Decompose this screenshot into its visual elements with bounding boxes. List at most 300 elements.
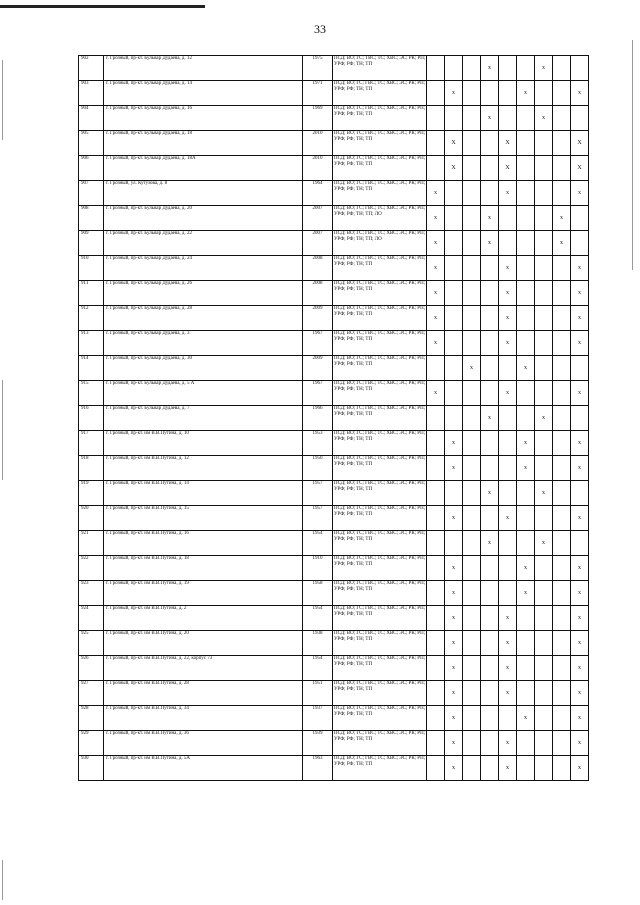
work-codes-cell: ПСД; ВО; ГС; ГВС; ТС; ХВС; ЭС; РК; РП; УРФ; РФ; ТН; ТП (333, 431, 427, 456)
mark-cell (535, 156, 553, 181)
mark-cell: x (517, 456, 535, 481)
year-cell: 1975 (303, 56, 333, 81)
mark-cell: x (535, 106, 553, 131)
mark-cell (535, 206, 553, 231)
mark-cell: X (571, 156, 589, 181)
mark-cell (463, 156, 481, 181)
mark-cell (517, 281, 535, 306)
mark-cell: x (481, 406, 499, 431)
mark-cell: x (517, 581, 535, 606)
table-row (79, 581, 589, 606)
mark-cell (427, 606, 445, 631)
mark-cell (499, 56, 517, 81)
mark-cell (517, 681, 535, 706)
mark-cell (535, 356, 553, 381)
mark-cell (463, 131, 481, 156)
mark-cell (463, 381, 481, 406)
mark-cell (553, 406, 571, 431)
table-row (79, 206, 589, 231)
mark-cell: x (571, 756, 589, 781)
mark-cell (553, 581, 571, 606)
mark-cell (481, 131, 499, 156)
year-cell: 1963 (303, 756, 333, 781)
mark-cell: x (499, 181, 517, 206)
year-cell: 1964 (303, 181, 333, 206)
row-number: 918 (79, 456, 104, 481)
mark-cell (535, 431, 553, 456)
row-number: 902 (79, 56, 104, 81)
work-codes-cell: ПСД; ВО; ГС; ГВС; ТС; ХВС; ЭС; РК; РП; УРФ; РФ; ТН; ТП (333, 456, 427, 481)
mark-cell (427, 456, 445, 481)
work-codes-cell: ПСД; ВО; ГС; ГВС; ТС; ХВС; ЭС; РК; РП; УРФ; РФ; ТН; ТП (333, 681, 427, 706)
mark-cell (427, 756, 445, 781)
year-cell: 1954 (303, 531, 333, 556)
mark-cell (427, 581, 445, 606)
mark-cell (481, 731, 499, 756)
mark-cell: x (571, 181, 589, 206)
work-codes-cell: ПСД; ВО; ГС; ГВС; ТС; ХВС; ЭС; РК; РП; УРФ; РФ; ТН; ТП (333, 481, 427, 506)
mark-cell: x (499, 756, 517, 781)
table-row (79, 56, 589, 81)
address-cell: г. Грозный, пр-кт. им В.В.Путина, д. 15 (104, 506, 303, 531)
mark-cell (463, 631, 481, 656)
year-cell: 2010 (303, 131, 333, 156)
mark-cell (445, 281, 463, 306)
mark-cell (553, 681, 571, 706)
mark-cell (463, 331, 481, 356)
mark-cell: x (445, 756, 463, 781)
address-cell: г. Грозный, пр-кт. Бульвар Дудаева, д. 18А (104, 156, 303, 181)
table-row (79, 631, 589, 656)
table-row (79, 531, 589, 556)
mark-cell (463, 706, 481, 731)
mark-cell: x (445, 681, 463, 706)
row-number: 913 (79, 331, 104, 356)
mark-cell (553, 656, 571, 681)
address-cell: г. Грозный, пр-кт. им В.В.Путина, д. 19 (104, 581, 303, 606)
year-cell: 2007 (303, 206, 333, 231)
year-cell: 2009 (303, 306, 333, 331)
mark-cell (445, 356, 463, 381)
mark-cell (535, 81, 553, 106)
row-number: 909 (79, 231, 104, 256)
work-codes-cell: ПСД; ВО; ГС; ГВС; ТС; ХВС; ЭС; РК; РП; УРФ; РФ; ТН; ТП (333, 106, 427, 131)
address-cell: г. Грозный, пр-кт. им В.В.Путина, д. 12 (104, 456, 303, 481)
work-codes-cell: ПСД; ВО; ГС; ГВС; ТС; ХВС; ЭС; РК; РП; УРФ; РФ; ТН; ТП (333, 306, 427, 331)
work-codes-cell: ПСД; ВО; ГС; ГВС; ТС; ХВС; ЭС; РК; РП; УРФ; РФ; ТН; ТП (333, 631, 427, 656)
address-cell: г. Грозный, пр-кт. Бульвар Дудаева, д. 24 (104, 256, 303, 281)
work-codes-cell: ПСД; ВО; ГС; ГВС; ТС; ХВС; ЭС; РК; РП; УРФ; РФ; ТН; ТП (333, 581, 427, 606)
mark-cell (553, 706, 571, 731)
year-cell: 1951 (303, 681, 333, 706)
mark-cell (535, 281, 553, 306)
mark-cell: X (499, 156, 517, 181)
mark-cell (553, 556, 571, 581)
mark-cell (445, 231, 463, 256)
margin-mark (2, 860, 3, 900)
mark-cell (553, 331, 571, 356)
mark-cell: x (535, 406, 553, 431)
mark-cell (517, 206, 535, 231)
row-number: 922 (79, 556, 104, 581)
table-row (79, 306, 589, 331)
year-cell: 1966 (303, 406, 333, 431)
year-cell: 1910 (303, 556, 333, 581)
mark-cell (517, 656, 535, 681)
address-cell: г. Грозный, пр-кт. им В.В.Путина, д. 14 (104, 481, 303, 506)
mark-cell (481, 606, 499, 631)
mark-cell (463, 606, 481, 631)
address-cell: г. Грозный, пр-кт. им В.В.Путина, д. 34 (104, 706, 303, 731)
mark-cell: x (553, 206, 571, 231)
work-codes-cell: ПСД; ВО; ГС; ГВС; ТС; ХВС; ЭС; РК; РП; УРФ; РФ; ТН; ТП (333, 656, 427, 681)
address-cell: г. Грозный, пр-кт. Бульвар Дудаева, д. 7 (104, 406, 303, 431)
year-cell: 1957 (303, 506, 333, 531)
mark-cell (481, 631, 499, 656)
mark-cell (535, 506, 553, 531)
work-codes-cell: ПСД; ВО; ГС; ГВС; ТС; ХВС; ЭС; РК; РП; УРФ; РФ; ТН; ТП (333, 131, 427, 156)
table-row (79, 706, 589, 731)
address-cell: г. Грозный, пр-кт. Бульвар Дудаева, д. 28 (104, 306, 303, 331)
mark-cell (535, 756, 553, 781)
mark-cell: x (571, 631, 589, 656)
year-cell: 1950 (303, 456, 333, 481)
table-row (79, 681, 589, 706)
mark-cell: X (445, 131, 463, 156)
year-cell: 1953 (303, 431, 333, 456)
mark-cell: x (571, 81, 589, 106)
mark-cell: x (571, 331, 589, 356)
page-number: 33 (314, 22, 326, 36)
mark-cell: x (535, 56, 553, 81)
mark-cell (535, 706, 553, 731)
mark-cell (445, 306, 463, 331)
year-cell: 2007 (303, 231, 333, 256)
mark-cell: x (427, 256, 445, 281)
mark-cell (463, 56, 481, 81)
mark-cell: x (571, 281, 589, 306)
mark-cell (427, 431, 445, 456)
address-cell: г. Грозный, пр-кт. им В.В.Путина, д. 28 (104, 681, 303, 706)
mark-cell (571, 106, 589, 131)
mark-cell (553, 156, 571, 181)
mark-cell (553, 731, 571, 756)
address-cell: г. Грозный, пр-кт. Бульвар Дудаева, д. 26 (104, 281, 303, 306)
row-number: 917 (79, 431, 104, 456)
mark-cell (427, 106, 445, 131)
mark-cell (517, 381, 535, 406)
mark-cell: x (445, 706, 463, 731)
mark-cell (553, 456, 571, 481)
work-codes-cell: ПСД; ВО; ГС; ГВС; ТС; ХВС; ЭС; РК; РП; УРФ; РФ; ТН; ТП (333, 706, 427, 731)
mark-cell: x (445, 631, 463, 656)
work-codes-cell: ПСД; ВО; ГС; ГВС; ТС; ХВС; ЭС; РК; РП; УРФ; РФ; ТН; ТП (333, 531, 427, 556)
work-codes-cell: ПСД; ВО; ГС; ГВС; ТС; ХВС; ЭС; РК; РП; УРФ; РФ; ТН; ТП (333, 731, 427, 756)
mark-cell (481, 156, 499, 181)
table-row (79, 181, 589, 206)
work-codes-cell: ПСД; ВО; ГС; ГВС; ТС; ХВС; ЭС; РК; РП; УРФ; РФ; ТН; ТП (333, 81, 427, 106)
mark-cell: X (499, 131, 517, 156)
mark-cell: x (427, 281, 445, 306)
table-row (79, 456, 589, 481)
mark-cell (427, 681, 445, 706)
mark-cell (427, 131, 445, 156)
row-number: 914 (79, 356, 104, 381)
mark-cell: x (499, 331, 517, 356)
table-row (79, 356, 589, 381)
mark-cell (517, 756, 535, 781)
mark-cell (517, 181, 535, 206)
mark-cell (445, 531, 463, 556)
address-cell: г. Грозный, пр-кт. им В.В.Путина, д. 22, корпус 73 (104, 656, 303, 681)
mark-cell (535, 231, 553, 256)
mark-cell (445, 181, 463, 206)
mark-cell (445, 481, 463, 506)
mark-cell (463, 431, 481, 456)
mark-cell (481, 381, 499, 406)
mark-cell: X (571, 131, 589, 156)
mark-cell: x (571, 256, 589, 281)
mark-cell (571, 231, 589, 256)
mark-cell (445, 256, 463, 281)
mark-cell (499, 581, 517, 606)
mark-cell (499, 481, 517, 506)
mark-cell (517, 106, 535, 131)
row-number: 930 (79, 756, 104, 781)
mark-cell (517, 131, 535, 156)
mark-cell: x (481, 206, 499, 231)
mark-cell (553, 131, 571, 156)
year-cell: 1969 (303, 106, 333, 131)
mark-cell (499, 531, 517, 556)
year-cell: 2008 (303, 256, 333, 281)
mark-cell (499, 81, 517, 106)
mark-cell (499, 556, 517, 581)
mark-cell (427, 481, 445, 506)
year-cell: 1971 (303, 81, 333, 106)
mark-cell (463, 81, 481, 106)
address-cell: г. Грозный, пр-кт. им В.В.Путина, д. 36 (104, 731, 303, 756)
mark-cell (463, 406, 481, 431)
mark-cell: x (553, 231, 571, 256)
table-row (79, 106, 589, 131)
mark-cell (517, 406, 535, 431)
mark-cell (535, 256, 553, 281)
mark-cell: x (571, 606, 589, 631)
table-row (79, 656, 589, 681)
row-number: 924 (79, 606, 104, 631)
mark-cell (481, 431, 499, 456)
mark-cell: x (427, 331, 445, 356)
table-row (79, 406, 589, 431)
row-number: 911 (79, 281, 104, 306)
table-row (79, 131, 589, 156)
mark-cell: x (571, 581, 589, 606)
mark-cell (553, 381, 571, 406)
mark-cell (499, 231, 517, 256)
row-number: 906 (79, 156, 104, 181)
mark-cell (553, 531, 571, 556)
year-cell: 1958 (303, 581, 333, 606)
table-row (79, 731, 589, 756)
mark-cell (481, 756, 499, 781)
mark-cell (427, 656, 445, 681)
mark-cell: x (499, 656, 517, 681)
mark-cell (553, 356, 571, 381)
mark-cell (463, 531, 481, 556)
mark-cell: x (499, 731, 517, 756)
mark-cell (535, 681, 553, 706)
mark-cell (463, 281, 481, 306)
mark-cell (463, 656, 481, 681)
mark-cell: x (571, 456, 589, 481)
mark-cell: x (427, 181, 445, 206)
mark-cell (481, 681, 499, 706)
address-cell: г. Грозный, пр-кт. им В.В.Путина, д. 16 (104, 531, 303, 556)
mark-cell (553, 81, 571, 106)
mark-cell (535, 556, 553, 581)
address-cell: г. Грозный, пр-кт. им В.В.Путина, д. 2 (104, 606, 303, 631)
mark-cell (427, 556, 445, 581)
mark-cell (553, 106, 571, 131)
mark-cell (463, 181, 481, 206)
mark-cell (463, 456, 481, 481)
work-codes-cell: ПСД; ВО; ГС; ГВС; ТС; ХВС; ЭС; РК; РП; УРФ; РФ; ТН; ТП (333, 406, 427, 431)
address-cell: г. Грозный, пр-кт. Бульвар Дудаева, д. 5 А (104, 381, 303, 406)
mark-cell (481, 506, 499, 531)
mark-cell: x (571, 556, 589, 581)
address-cell: г. Грозный, пр-кт. Бульвар Дудаева, д. 14 (104, 81, 303, 106)
mark-cell (463, 581, 481, 606)
address-cell: г. Грозный, пр-кт. Бульвар Дудаева, д. 18 (104, 131, 303, 156)
mark-cell (427, 156, 445, 181)
mark-cell: x (499, 681, 517, 706)
mark-cell: x (571, 381, 589, 406)
mark-cell (481, 456, 499, 481)
year-cell: 2009 (303, 356, 333, 381)
mark-cell (499, 206, 517, 231)
row-number: 907 (79, 181, 104, 206)
table-row (79, 506, 589, 531)
work-codes-cell: ПСД; ВО; ГС; ГВС; ТС; ХВС; ЭС; РК; РП; УРФ; РФ; ТН; ТП (333, 506, 427, 531)
mark-cell (535, 731, 553, 756)
mark-cell (553, 506, 571, 531)
mark-cell (445, 331, 463, 356)
mark-cell: x (445, 581, 463, 606)
address-cell: г. Грозный, пр-кт. им В.В.Путина, д. 10 (104, 431, 303, 456)
table-row (79, 331, 589, 356)
mark-cell (499, 456, 517, 481)
mark-cell (427, 706, 445, 731)
work-codes-cell: ПСД; ВО; ГС; ГВС; ТС; ХВС; ЭС; РК; РП; УРФ; РФ; ТН; ТП (333, 256, 427, 281)
mark-cell (553, 281, 571, 306)
mark-cell: x (499, 631, 517, 656)
mark-cell: x (499, 506, 517, 531)
address-cell: г. Грозный, пр-кт. Бульвар Дудаева, д. 22 (104, 231, 303, 256)
row-number: 929 (79, 731, 104, 756)
work-codes-cell: ПСД; ВО; ГС; ГВС; ТС; ХВС; ЭС; РК; РП; УРФ; РФ; ТН; ТП; ЛО (333, 206, 427, 231)
mark-cell: X (445, 156, 463, 181)
table-row (79, 606, 589, 631)
mark-cell: x (571, 431, 589, 456)
address-cell: г. Грозный, пр-кт. им В.В.Путина, д. 18 (104, 556, 303, 581)
mark-cell (517, 481, 535, 506)
mark-cell: x (481, 106, 499, 131)
mark-cell (481, 281, 499, 306)
mark-cell (517, 231, 535, 256)
mark-cell: x (445, 81, 463, 106)
address-cell: г. Грозный, пр-кт. Бульвар Дудаева, д. 20 (104, 206, 303, 231)
mark-cell (553, 756, 571, 781)
row-number: 904 (79, 106, 104, 131)
mark-cell (499, 431, 517, 456)
mark-cell (535, 656, 553, 681)
mark-cell: x (481, 531, 499, 556)
row-number: 925 (79, 631, 104, 656)
mark-cell: x (517, 706, 535, 731)
work-codes-cell: ПСД; ВО; ГС; ГВС; ТС; ХВС; ЭС; РК; РП; УРФ; РФ; ТН; ТП (333, 381, 427, 406)
mark-cell: x (445, 556, 463, 581)
mark-cell (571, 531, 589, 556)
row-number: 910 (79, 256, 104, 281)
mark-cell: x (517, 556, 535, 581)
row-number: 928 (79, 706, 104, 731)
mark-cell (481, 706, 499, 731)
work-codes-cell: ПСД; ВО; ГС; ГВС; ТС; ХВС; ЭС; РК; РП; УРФ; РФ; ТН; ТП (333, 331, 427, 356)
mark-cell (553, 631, 571, 656)
mark-cell (517, 731, 535, 756)
mark-cell (571, 481, 589, 506)
mark-cell (553, 431, 571, 456)
row-number: 927 (79, 681, 104, 706)
mark-cell: x (481, 481, 499, 506)
mark-cell: x (445, 506, 463, 531)
mark-cell: x (481, 231, 499, 256)
mark-cell (445, 406, 463, 431)
mark-cell (445, 206, 463, 231)
mark-cell (463, 306, 481, 331)
address-cell: г. Грозный, пр-кт. Бульвар Дудаева, д. 30 (104, 356, 303, 381)
row-number: 915 (79, 381, 104, 406)
year-cell: 1938 (303, 631, 333, 656)
mark-cell (571, 356, 589, 381)
mark-cell (463, 681, 481, 706)
mark-cell (535, 631, 553, 656)
mark-cell (553, 481, 571, 506)
table-row (79, 556, 589, 581)
year-cell: 1937 (303, 706, 333, 731)
mark-cell: x (427, 381, 445, 406)
mark-cell (517, 56, 535, 81)
mark-cell: x (481, 56, 499, 81)
address-cell: г. Грозный, пр-кт. им В.В.Путина, д. 5А (104, 756, 303, 781)
mark-cell (517, 256, 535, 281)
year-cell: 1967 (303, 381, 333, 406)
mark-cell (553, 256, 571, 281)
mark-cell (517, 306, 535, 331)
work-codes-cell: ПСД; ВО; ГС; ГВС; ТС; ХВС; ЭС; РК; РП; УРФ; РФ; ТН; ТП (333, 181, 427, 206)
mark-cell: x (499, 281, 517, 306)
mark-cell: x (445, 606, 463, 631)
mark-cell: x (427, 206, 445, 231)
year-cell: 2008 (303, 281, 333, 306)
mark-cell (499, 706, 517, 731)
row-number: 921 (79, 531, 104, 556)
mark-cell (481, 256, 499, 281)
work-codes-cell: ПСД; ВО; ГС; ТВС; ТС; ХВС; ЭС; РК; РП; УРФ; РФ; ТН; ТП (333, 56, 427, 81)
mark-cell (517, 331, 535, 356)
building-table (78, 55, 589, 781)
